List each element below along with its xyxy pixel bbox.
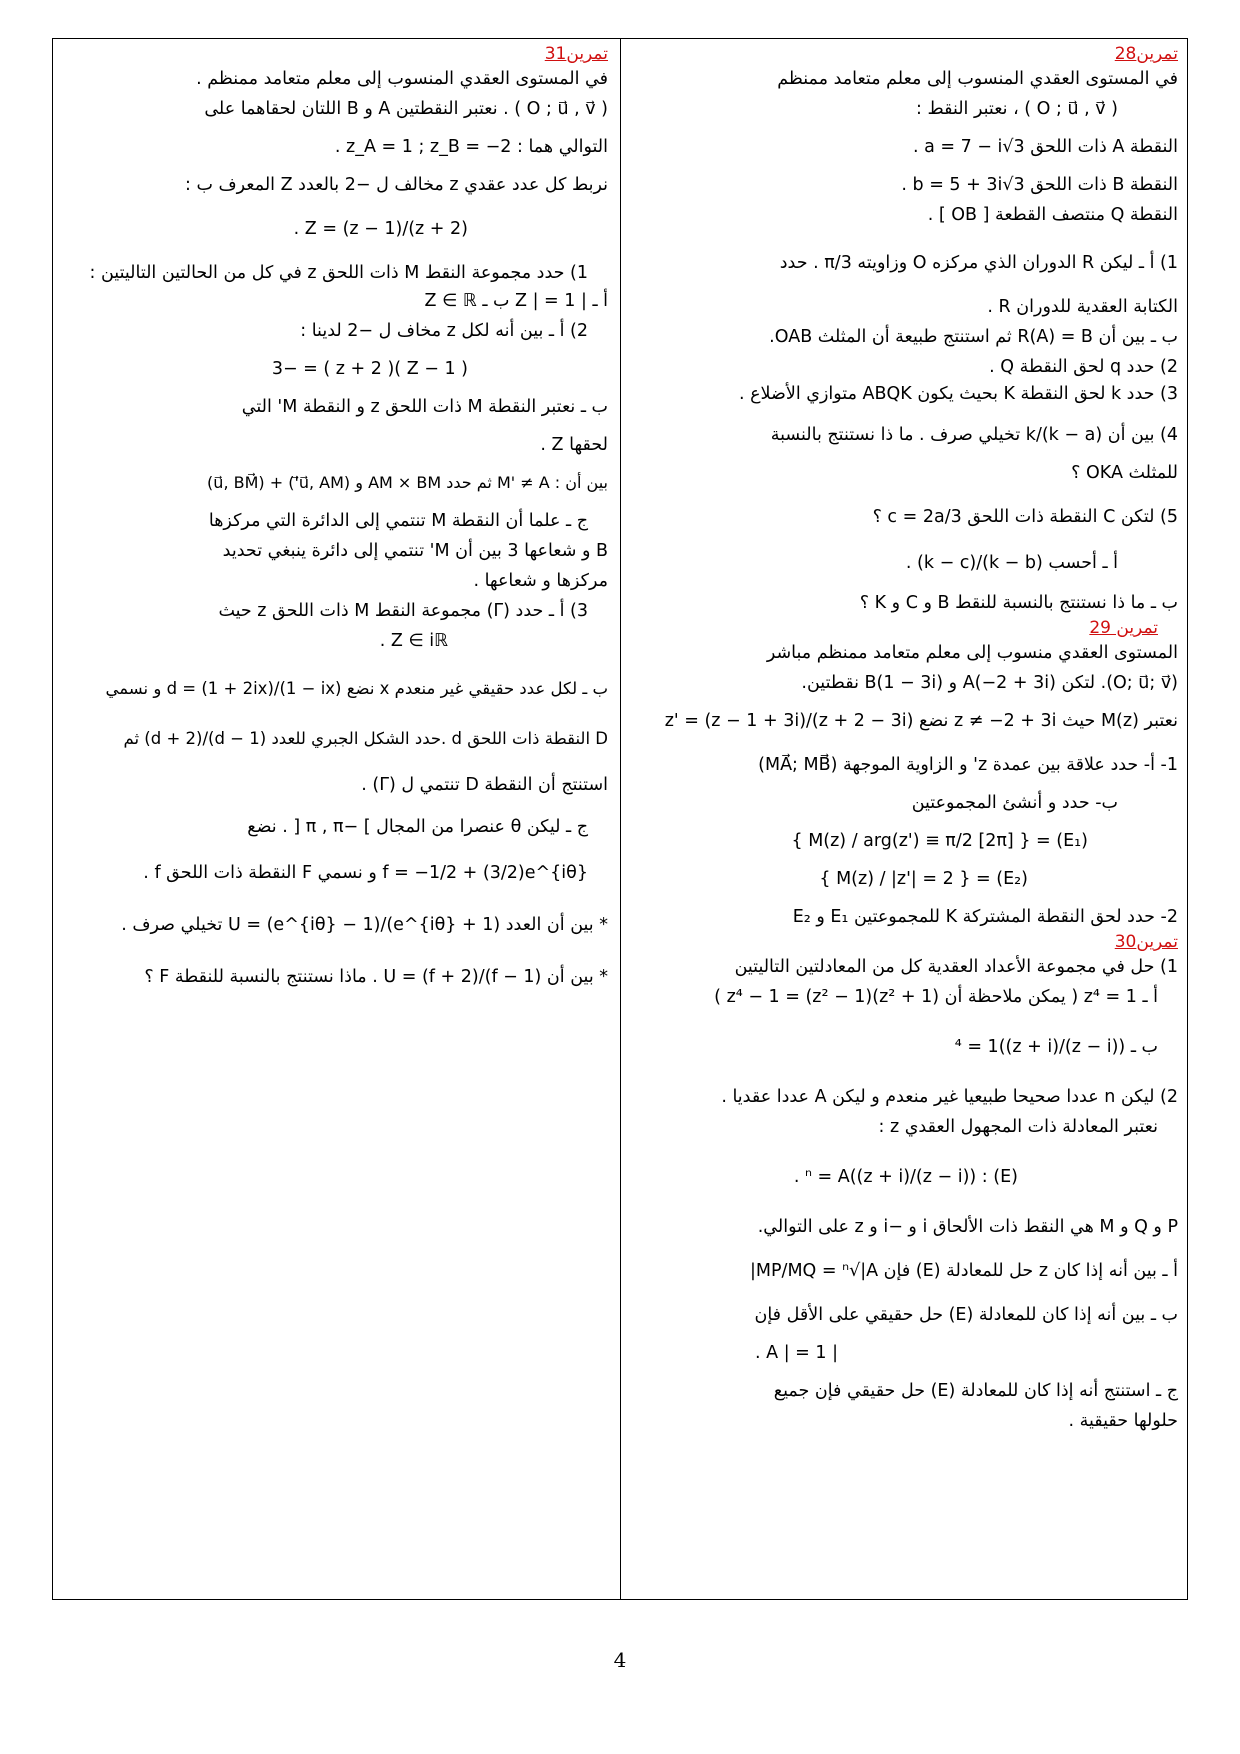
left-column bbox=[60, 44, 608, 992]
ex30-line: | A | = 1 . bbox=[755, 1343, 838, 1363]
ex30-line: أ ـ z⁴ = 1 ( يمكن ملاحظة أن z⁴ − 1 = (z² − 1)(z² + 1) ) bbox=[714, 987, 1158, 1007]
ex28-line: للمثلث OKA ؟ bbox=[1071, 463, 1178, 483]
ex31-line: B و شعاعها 3 بين أن M' تنتمي إلى دائرة ينبغي تحديد bbox=[222, 541, 608, 561]
ex31-line: ب ـ نعتبر النقطة M ذات اللحق z و النقطة M' التي bbox=[241, 397, 608, 417]
ex30-line: ب ـ بين أنه إذا كان للمعادلة (E) حل حقيقي على الأقل فإن bbox=[754, 1305, 1178, 1325]
ex31-line: 3) أ ـ حدد (Γ) مجموعة النقط M ذات اللحق z حيث bbox=[218, 601, 588, 621]
ex31-line: ج ـ علما أن النقطة M تنتمي إلى الدائرة التي مركزها bbox=[208, 511, 588, 531]
ex31-line: استنتج أن النقطة D تنتمي ل (Γ) . bbox=[361, 775, 608, 795]
ex31-line: بين أن : M' ≠ A ثم حدد AM × BM و (u⃗, AM'⃗) + (u⃗, BM⃗) bbox=[207, 473, 608, 492]
exercise-29-title: تمرين 29 bbox=[1089, 618, 1158, 638]
ex28-line: ( O ; u⃗ , v⃗ ) ، نعتبر النقط : bbox=[916, 99, 1118, 119]
ex29-line: (O; u⃗; v⃗). لتكن A(−2 + 3i) و B(1 − 3i) نقطتين. bbox=[801, 673, 1178, 693]
ex28-line: أ ـ أحسب (k − b)/(k − c) . bbox=[905, 553, 1118, 573]
ex28-line: النقطة Q منتصف القطعة [ OB ] . bbox=[927, 205, 1178, 225]
ex28-line: 3) حدد k لحق النقطة K بحيث يكون ABQK متوازي الأضلاع . bbox=[738, 384, 1178, 404]
ex31-line: ( O ; u⃗ , v⃗ ) . نعتبر النقطتين A و B اللتان لحقاهما على bbox=[204, 99, 608, 119]
ex31-line: لحقها Z . bbox=[540, 435, 608, 455]
exercise-30-title: تمرين30 bbox=[1114, 932, 1178, 952]
ex31-line: ج ـ ليكن θ عنصرا من المجال ] −π , π [ . نضع bbox=[247, 817, 588, 837]
ex31-line: في المستوى العقدي المنسوب إلى معلم متعامد ممنظم . bbox=[196, 69, 608, 89]
ex29-line: المستوى العقدي منسوب إلى معلم متعامد ممنظم مباشر bbox=[766, 643, 1178, 663]
ex31-def-Z: Z = (z − 1)/(z + 2) . bbox=[293, 219, 468, 239]
ex28-line: 1) أ ـ ليكن R الدوران الذي مركزه O وزاويته π/3 . حدد bbox=[779, 253, 1178, 273]
exercise-31-title: تمرين31 bbox=[544, 44, 608, 64]
ex31-line: f = −1/2 + (3/2)e^{iθ} و نسمي F النقطة ذات اللحق f . bbox=[143, 863, 588, 883]
ex30-equation: (E) : ((z − i)/(z + i))ⁿ = A . bbox=[793, 1167, 1018, 1187]
ex31-line: مركزها و شعاعها . bbox=[473, 571, 608, 591]
ex31-line: التوالي هما : z_A = 1 ; z_B = −2 . bbox=[334, 137, 608, 157]
ex31-line: ( Z − 1 )( z + 2 ) = −3 bbox=[271, 359, 468, 379]
ex31-line: * بين أن (f − 1)/(f + 2) = U . ماذا نستنتج بالنسبة للنقطة F ؟ bbox=[144, 967, 608, 987]
ex28-line: ب ـ ما ذا نستنتج بالنسبة للنقط B و C و K ؟ bbox=[859, 593, 1178, 613]
ex31-line: أ ـ | Z | = 1 ب ـ Z ∈ ℝ bbox=[424, 291, 608, 311]
ex28-line: ب ـ بين أن R(A) = B ثم استنتج طبيعة أن المثلث OAB. bbox=[769, 327, 1178, 347]
ex28-line: النقطة B ذات اللحق b = 5 + 3i√3 . bbox=[901, 175, 1178, 195]
ex29-line: نعتبر M(z) حيث z ≠ −2 + 3i نضع z' = (z − 1 + 3i)/(z + 2 − 3i) bbox=[664, 711, 1178, 731]
ex31-line: Z ∈ iℝ . bbox=[379, 631, 448, 651]
ex28-line: 2) حدد q لحق النقطة Q . bbox=[989, 357, 1178, 377]
ex31-line: ب ـ لكل عدد حقيقي غير منعدم x نضع d = (1 + 2ix)/(1 − ix) و نسمي bbox=[105, 679, 608, 698]
right-column bbox=[630, 44, 1178, 1436]
ex28-line: النقطة A ذات اللحق a = 7 − i√3 . bbox=[912, 137, 1178, 157]
ex31-line: نربط كل عدد عقدي z مخالف ل −2 بالعدد Z المعرف ب : bbox=[185, 175, 608, 195]
ex30-line: ج ـ استنتج أنه إذا كان للمعادلة (E) حل حقيقي فإن جميع bbox=[773, 1381, 1178, 1401]
ex30-line: P و Q و M هي النقط ذات الألحاق i و −i و z على التوالي. bbox=[757, 1217, 1178, 1237]
ex29-line: 1- أ- حدد علاقة بين عمدة z' و الزاوية الموجهة (MA⃗; MB⃗) bbox=[758, 755, 1178, 775]
ex28-line: 4) بين أن (k − a)/k تخيلي صرف . ما ذا نستنتج بالنسبة bbox=[770, 425, 1178, 445]
ex30-line: نعتبر المعادلة ذات المجهول العقدي z : bbox=[878, 1117, 1158, 1137]
ex31-line: 1) حدد مجموعة النقط M ذات اللحق z في كل من الحالتين التاليتين : bbox=[89, 263, 588, 283]
ex29-line: 2- حدد لحق النقطة المشتركة K للمجموعتين E₁ و E₂ bbox=[792, 907, 1178, 927]
ex28-line: في المستوى العقدي المنسوب إلى معلم متعامد ممنظم bbox=[777, 69, 1178, 89]
ex30-line: 2) ليكن n عددا صحيحا طبيعيا غير منعدم و ليكن A عددا عقديا . bbox=[721, 1087, 1178, 1107]
ex28-line: الكتابة العقدية للدوران R . bbox=[987, 297, 1178, 317]
ex29-set-e1: (E₁) = { M(z) / arg(z') ≡ π/2 [2π] } bbox=[791, 831, 1088, 851]
ex30-line: 1) حل في مجموعة الأعداد العقدية كل من المعادلتين التاليتين bbox=[734, 957, 1178, 977]
ex30-line: حلولها حقيقية . bbox=[1068, 1411, 1178, 1431]
ex31-line: D النقطة ذات اللحق d .حدد الشكل الجبري للعدد (d − 1)/(d + 2) ثم bbox=[123, 729, 608, 748]
column-divider bbox=[620, 38, 621, 1600]
ex30-line: ب ـ ((z − i)/(z + i))⁴ = 1 bbox=[954, 1037, 1158, 1057]
ex28-line: 5) لتكن C النقطة ذات اللحق c = 2a/3 ؟ bbox=[872, 507, 1178, 527]
ex30-line: أ ـ بين أنه إذا كان z حل للمعادلة (E) فإن MP/MQ = ⁿ√|A| bbox=[750, 1261, 1178, 1281]
ex29-line: ب- حدد و أنشئ المجموعتين bbox=[911, 793, 1118, 813]
ex31-line: 2) أ ـ بين أنه لكل z مخاف ل −2 لدينا : bbox=[300, 321, 588, 341]
page-number: 4 bbox=[613, 1648, 627, 1672]
ex29-set-e2: (E₂) = { M(z) / |z'| = 2 } bbox=[819, 869, 1028, 889]
ex31-line: * بين أن العدد U = (e^{iθ} − 1)/(e^{iθ} + 1) تخيلي صرف . bbox=[121, 915, 608, 935]
exercise-28-title: تمرين28 bbox=[1114, 44, 1178, 64]
